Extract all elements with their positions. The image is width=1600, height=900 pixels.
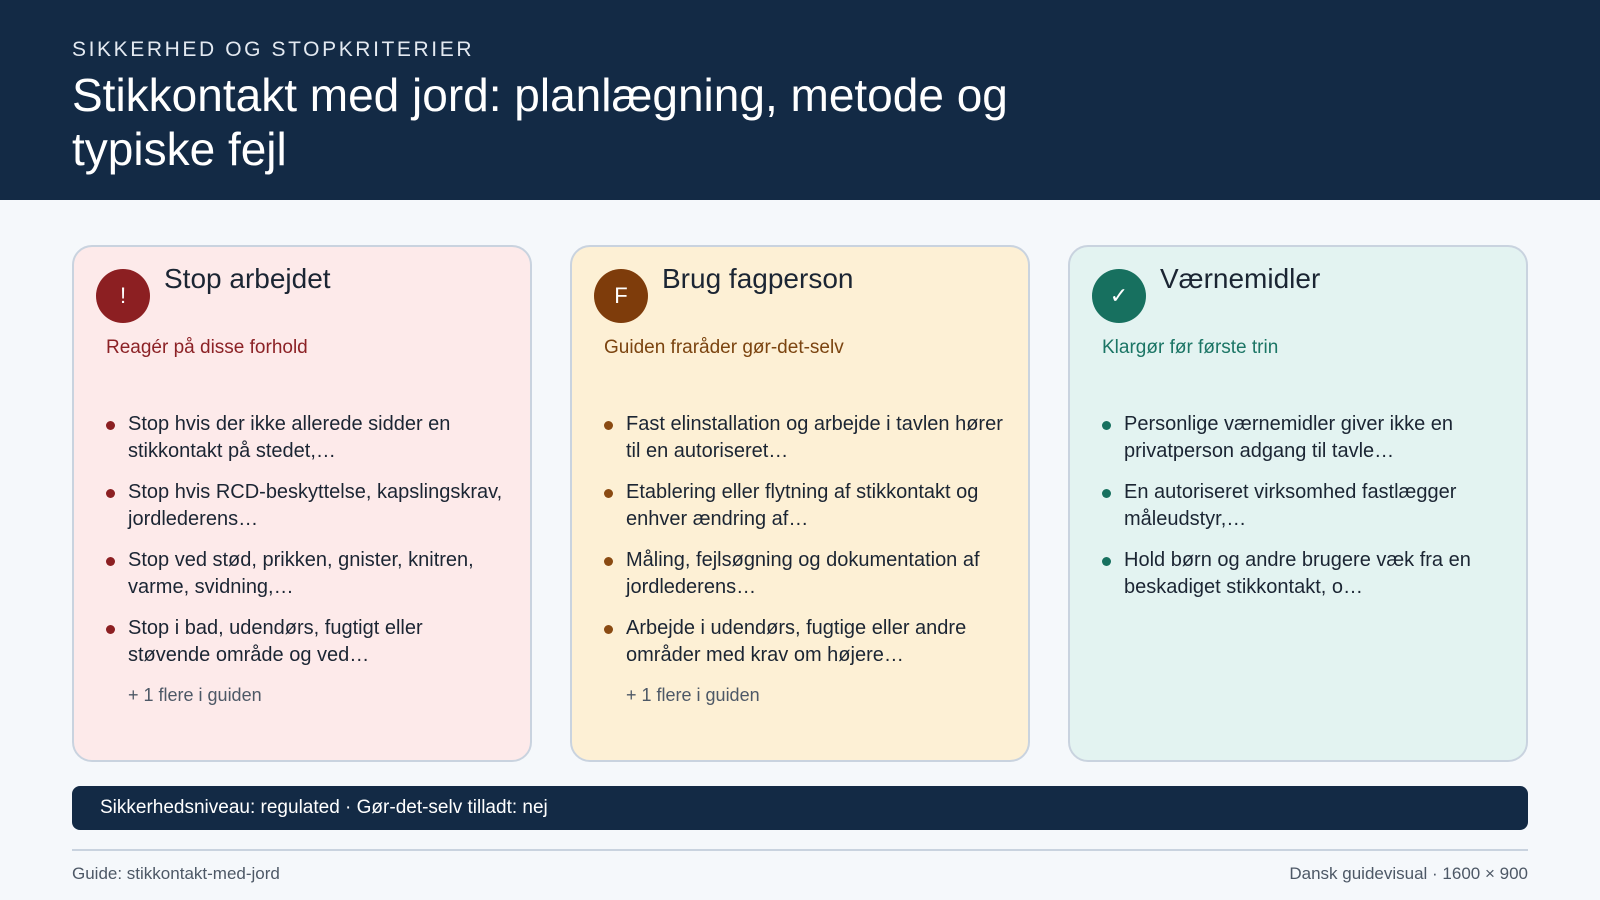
- list-item: [604, 547, 1004, 601]
- card-stop-work: [72, 245, 532, 762]
- card-use-professional: [570, 245, 1030, 762]
- bullet-list: [604, 411, 1004, 683]
- list-item-text: Arbejde i udendørs, fugtige eller andre områder med krav om højere…: [626, 617, 967, 666]
- list-item: [604, 479, 1004, 533]
- list-item-text: Stop hvis der ikke allerede sidder en stikkontakt på stedet,…: [128, 413, 451, 462]
- bullet-dot-icon: [604, 489, 613, 498]
- list-item: [1102, 479, 1502, 533]
- bullet-dot-icon: [604, 557, 613, 566]
- page-title: Stikkontakt med jord: planlægning, metode og typiske fejl: [72, 69, 1008, 175]
- list-item: [604, 615, 1004, 669]
- bullet-dot-icon: [1102, 489, 1111, 498]
- list-item: [106, 479, 506, 533]
- bullet-dot-icon: [604, 421, 613, 430]
- more-in-guide-note: + 1 flere i guiden: [626, 685, 760, 705]
- card-protective-equipment: [1068, 245, 1528, 762]
- footer-divider: [72, 849, 1528, 851]
- bullet-dot-icon: [1102, 557, 1111, 566]
- eyebrow-label: SIKKERHED OG STOPKRITERIER: [72, 38, 475, 61]
- list-item: [604, 411, 1004, 465]
- list-item: [1102, 547, 1502, 601]
- list-item-text: Etablering eller flytning af stikkontakt og enhver ændring af…: [626, 481, 979, 530]
- list-item: [106, 615, 506, 669]
- bullet-dot-icon: [106, 557, 115, 566]
- bullet-dot-icon: [106, 421, 115, 430]
- list-item: [106, 411, 506, 465]
- exclamation-icon: !: [96, 269, 150, 323]
- card-title: Brug fagperson: [662, 263, 854, 294]
- safety-status-bar: [72, 786, 1528, 830]
- list-item-text: Stop i bad, udendørs, fugtigt eller støvende område og ved…: [128, 617, 423, 666]
- list-item: [1102, 411, 1502, 465]
- footer-meta: Dansk guidevisual · 1600 × 900: [1289, 864, 1528, 883]
- card-title: Værnemidler: [1160, 263, 1321, 294]
- list-item: [106, 547, 506, 601]
- list-item-text: Måling, fejlsøgning og dokumentation af jordlederens…: [626, 549, 980, 598]
- list-item-text: Stop ved stød, prikken, gnister, knitren, varme, svidning,…: [128, 549, 474, 598]
- list-item-text: Hold børn og andre brugere væk fra en beskadiget stikkontakt, o…: [1124, 549, 1471, 598]
- list-item-text: En autoriseret virksomhed fastlægger måleudstyr,…: [1124, 481, 1457, 530]
- bullet-dot-icon: [604, 625, 613, 634]
- card-subtitle: Klargør før første trin: [1102, 337, 1279, 358]
- bullet-dot-icon: [106, 625, 115, 634]
- bullet-list: [1102, 411, 1502, 615]
- status-text: Sikkerhedsniveau: regulated · Gør-det-selv tilladt: nej: [100, 797, 548, 818]
- bullet-dot-icon: [106, 489, 115, 498]
- more-in-guide-note: + 1 flere i guiden: [128, 685, 262, 705]
- bullet-dot-icon: [1102, 421, 1111, 430]
- checkmark-icon: ✓: [1092, 269, 1146, 323]
- header-band: [0, 0, 1600, 200]
- letter-f-icon: F: [594, 269, 648, 323]
- card-subtitle: Reagér på disse forhold: [106, 337, 308, 358]
- bullet-list: [106, 411, 506, 683]
- card-subtitle: Guiden fraråder gør-det-selv: [604, 337, 844, 358]
- list-item-text: Personlige værnemidler giver ikke en privatperson adgang til tavle…: [1124, 413, 1454, 462]
- list-item-text: Fast elinstallation og arbejde i tavlen hører til en autoriseret…: [626, 413, 1003, 462]
- footer-guide-id: Guide: stikkontakt-med-jord: [72, 864, 280, 883]
- card-title: Stop arbejdet: [164, 263, 331, 294]
- list-item-text: Stop hvis RCD-beskyttelse, kapslingskrav, jordlederens…: [128, 481, 503, 530]
